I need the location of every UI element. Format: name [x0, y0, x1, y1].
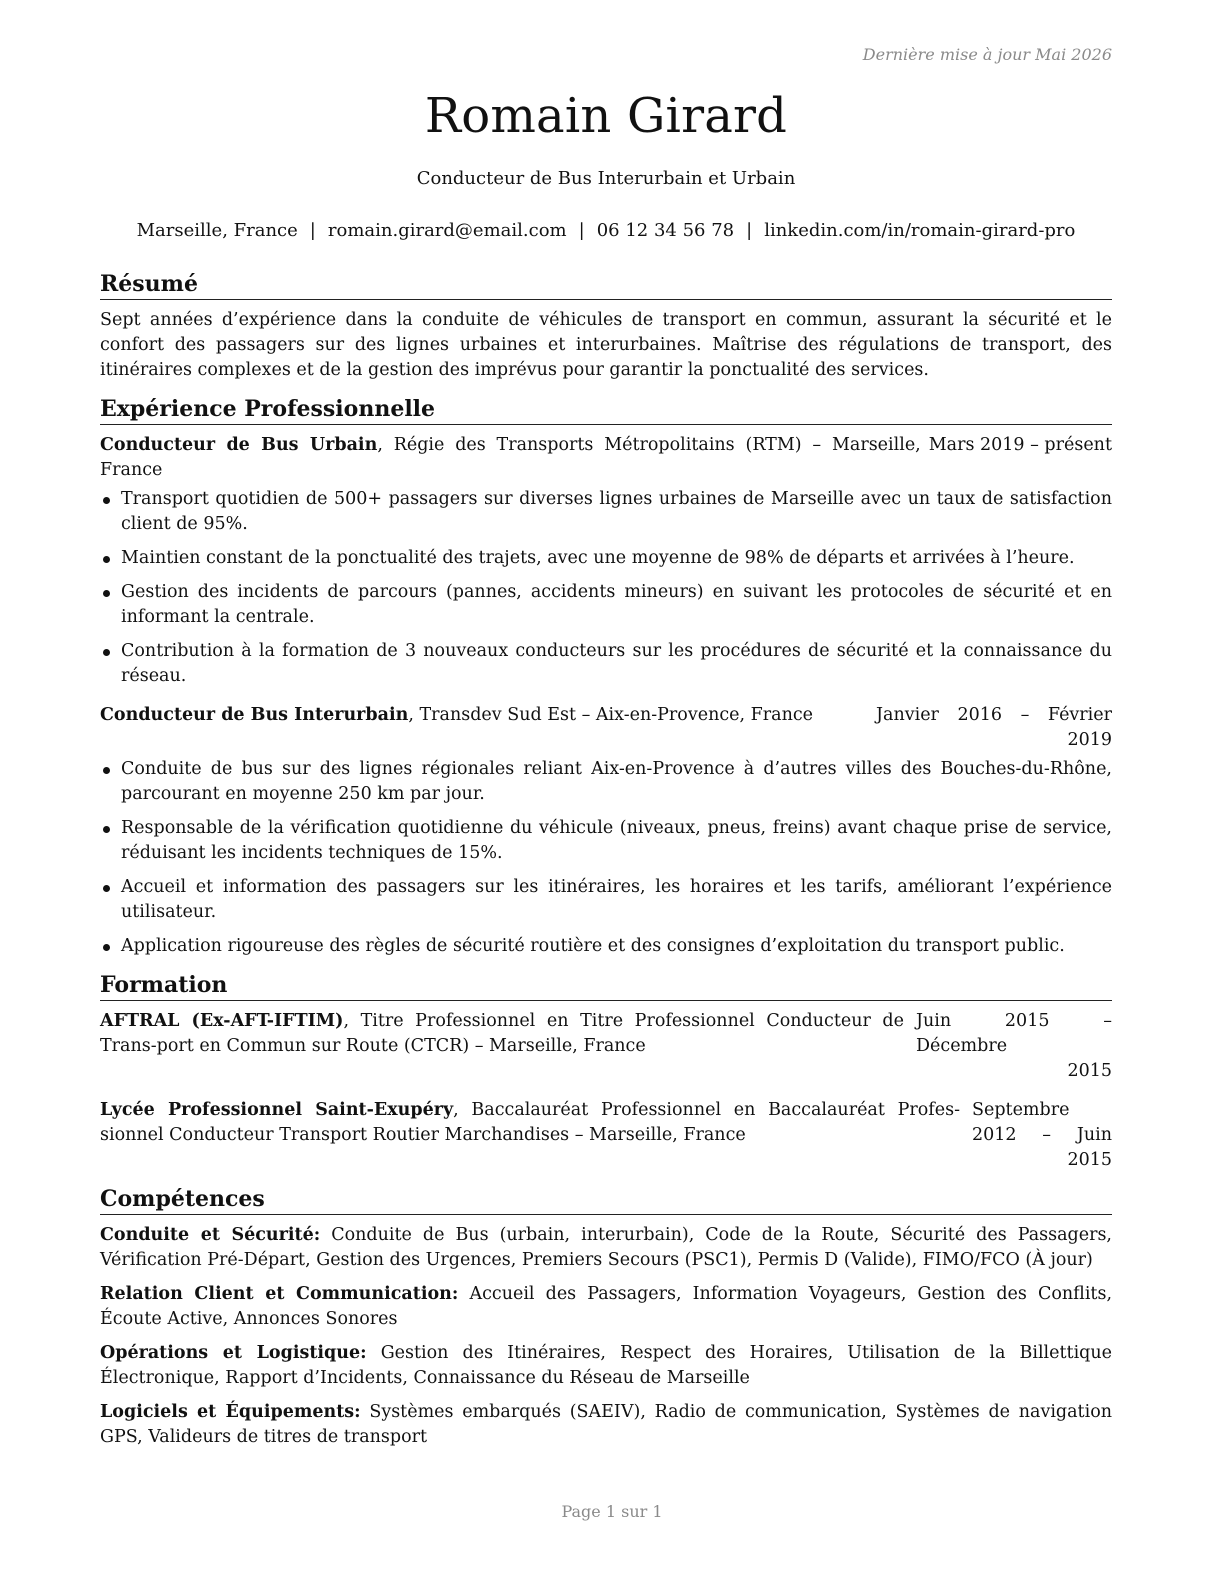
- education-dates-range: Septembre 2012 – Juin: [972, 1100, 1112, 1145]
- education-dates: [916, 1009, 1112, 1084]
- job-title-line: [100, 433, 921, 483]
- skill-group-text: Conduite de Bus (urbain, interurbain), Code de la Route, Sécurité des Passagers, Vérification Pré-Départ, Gestion des Urgences, Premiers Secours (PSC1), Permis D (Valide), FIMO/FCO (À jour): [100, 1225, 1112, 1270]
- education-title-line: [100, 1009, 908, 1059]
- job-dates: Mars 2019 – présent: [928, 435, 1112, 455]
- education-section: [100, 971, 1112, 1173]
- job-dates: [876, 703, 1112, 753]
- list-item: Conduite de bus sur des lignes régionales reliant Aix-en-Provence à d’autres villes des Bouches-du-Rhône, parcourant en moyenne 250 km par jour.: [100, 757, 1112, 807]
- candidate-name: Romain Girard: [424, 88, 788, 144]
- education-title-line: [100, 1098, 964, 1148]
- education-school: Lycée Professionnel Saint-Exupéry: [100, 1100, 454, 1120]
- experience-section: [100, 395, 1112, 959]
- education-heading: Formation: [100, 971, 1112, 1001]
- experience-heading: Expérience Professionnelle: [100, 395, 1112, 425]
- summary-heading: Résumé: [100, 270, 1112, 300]
- skill-group: [100, 1341, 1112, 1391]
- skill-group-label: Opérations et Logistique:: [100, 1343, 367, 1363]
- skills-heading: Compétences: [100, 1185, 1112, 1215]
- contact-line: [100, 220, 1112, 241]
- education-dates: [972, 1098, 1112, 1173]
- job-company: , Transdev Sud Est – Aix-en-Provence, France: [408, 705, 813, 725]
- list-item: Maintien constant de la ponctualité des trajets, avec une moyenne de 98% de départs et arrivées à l’heure.: [100, 546, 1112, 571]
- job-entry: [100, 703, 1112, 959]
- last-updated: Dernière mise à jour Mai 2026: [862, 45, 1112, 64]
- job-title: Conducteur de Bus Interurbain et Urbain: [416, 168, 796, 189]
- list-item: Gestion des incidents de parcours (pannes, accidents mineurs) en suivant les protocoles de sécurité et en informant la centrale.: [100, 580, 1112, 630]
- contact-phone: 06 12 34 56 78: [596, 220, 735, 241]
- education-school: AFTRAL (Ex-AFT-IFTIM): [100, 1011, 344, 1031]
- summary-section: [100, 270, 1112, 383]
- page-number: Page 1 sur 1: [561, 1502, 663, 1521]
- list-item: Responsable de la vérification quotidienne du véhicule (niveaux, pneus, freins) avant chaque prise de service, réduisant les incidents techniques de 15%.: [100, 816, 1112, 866]
- contact-separator: |: [746, 220, 753, 241]
- contact-separator: |: [578, 220, 585, 241]
- skill-group-text: Gestion des Itinéraires, Respect des Horaires, Utilisation de la Billettique Électronique, Rapport d’Incidents, Connaissance du Réseau de Marseille: [100, 1343, 1112, 1388]
- resume-content: [100, 270, 1112, 1459]
- job-bullets: [100, 757, 1112, 959]
- skill-group: [100, 1223, 1112, 1273]
- job-role: Conducteur de Bus Urbain: [100, 435, 378, 455]
- contact-separator: |: [309, 220, 316, 241]
- job-entry: [100, 433, 1112, 689]
- job-company: , Régie des Transports Métropolitains (RTM) – Marseille, France: [100, 435, 921, 480]
- list-item: Contribution à la formation de 3 nouveaux conducteurs sur les procédures de sécurité et la connaissance du réseau.: [100, 639, 1112, 689]
- skill-group-label: Conduite et Sécurité:: [100, 1225, 321, 1245]
- education-details: , Titre Professionnel en Titre Professionnel Conducteur de Trans-port en Commun sur Route (CTCR) – Marseille, France: [100, 1011, 904, 1056]
- skill-group: [100, 1282, 1112, 1332]
- job-role: Conducteur de Bus Interurbain: [100, 705, 409, 725]
- contact-email[interactable]: romain.girard@email.com: [327, 220, 567, 241]
- education-details: , Baccalauréat Professionnel en Baccalauréat Profes-sionnel Conducteur Transport Routier Marchandises – Marseille, France: [100, 1100, 960, 1145]
- list-item: Accueil et information des passagers sur les itinéraires, les horaires et les tarifs, améliorant l’expérience utilisateur.: [100, 875, 1112, 925]
- skill-group: [100, 1400, 1112, 1450]
- job-title-line: [100, 703, 868, 728]
- contact-location: Marseille, France: [136, 220, 298, 241]
- education-entry: [100, 1009, 1112, 1084]
- skill-group-label: Logiciels et Équipements:: [100, 1402, 361, 1422]
- job-dates-year: 2019: [1067, 730, 1112, 750]
- job-header: [100, 703, 1112, 753]
- resume-page: [100, 0, 1112, 1584]
- education-dates-year: 2015: [1067, 1150, 1112, 1170]
- education-entry: [100, 1098, 1112, 1173]
- education-dates-range: Juin 2015 – Décembre: [916, 1011, 1112, 1056]
- job-header: [100, 433, 1112, 483]
- job-bullets: [100, 487, 1112, 689]
- contact-linkedin[interactable]: linkedin.com/in/romain-girard-pro: [764, 220, 1076, 241]
- skills-section: [100, 1185, 1112, 1450]
- education-dates-year: 2015: [1067, 1061, 1112, 1081]
- summary-text: Sept années d’expérience dans la conduite de véhicules de transport en commun, assurant la sécurité et le confort des passagers sur des lignes urbaines et interurbaines. Maîtrise des régulations de transport, des itinéraires complexes et de la gestion des imprévus pour garantir la ponctualité des services.: [100, 310, 1112, 380]
- education-header: [100, 1098, 1112, 1173]
- list-item: Transport quotidien de 500+ passagers sur diverses lignes urbaines de Marseille avec un taux de satisfaction client de 95%.: [100, 487, 1112, 537]
- job-dates-range: Janvier 2016 – Février: [876, 705, 1112, 725]
- list-item: Application rigoureuse des règles de sécurité routière et des consignes d’exploitation du transport public.: [100, 934, 1112, 959]
- skill-group-label: Relation Client et Communication:: [100, 1284, 459, 1304]
- skill-group-text: Accueil des Passagers, Information Voyageurs, Gestion des Conflits, Écoute Active, Annonces Sonores: [100, 1284, 1113, 1329]
- skill-group-text: Systèmes embarqués (SAEIV), Radio de communication, Systèmes de navigation GPS, Valideurs de titres de transport: [100, 1402, 1112, 1447]
- education-header: [100, 1009, 1112, 1084]
